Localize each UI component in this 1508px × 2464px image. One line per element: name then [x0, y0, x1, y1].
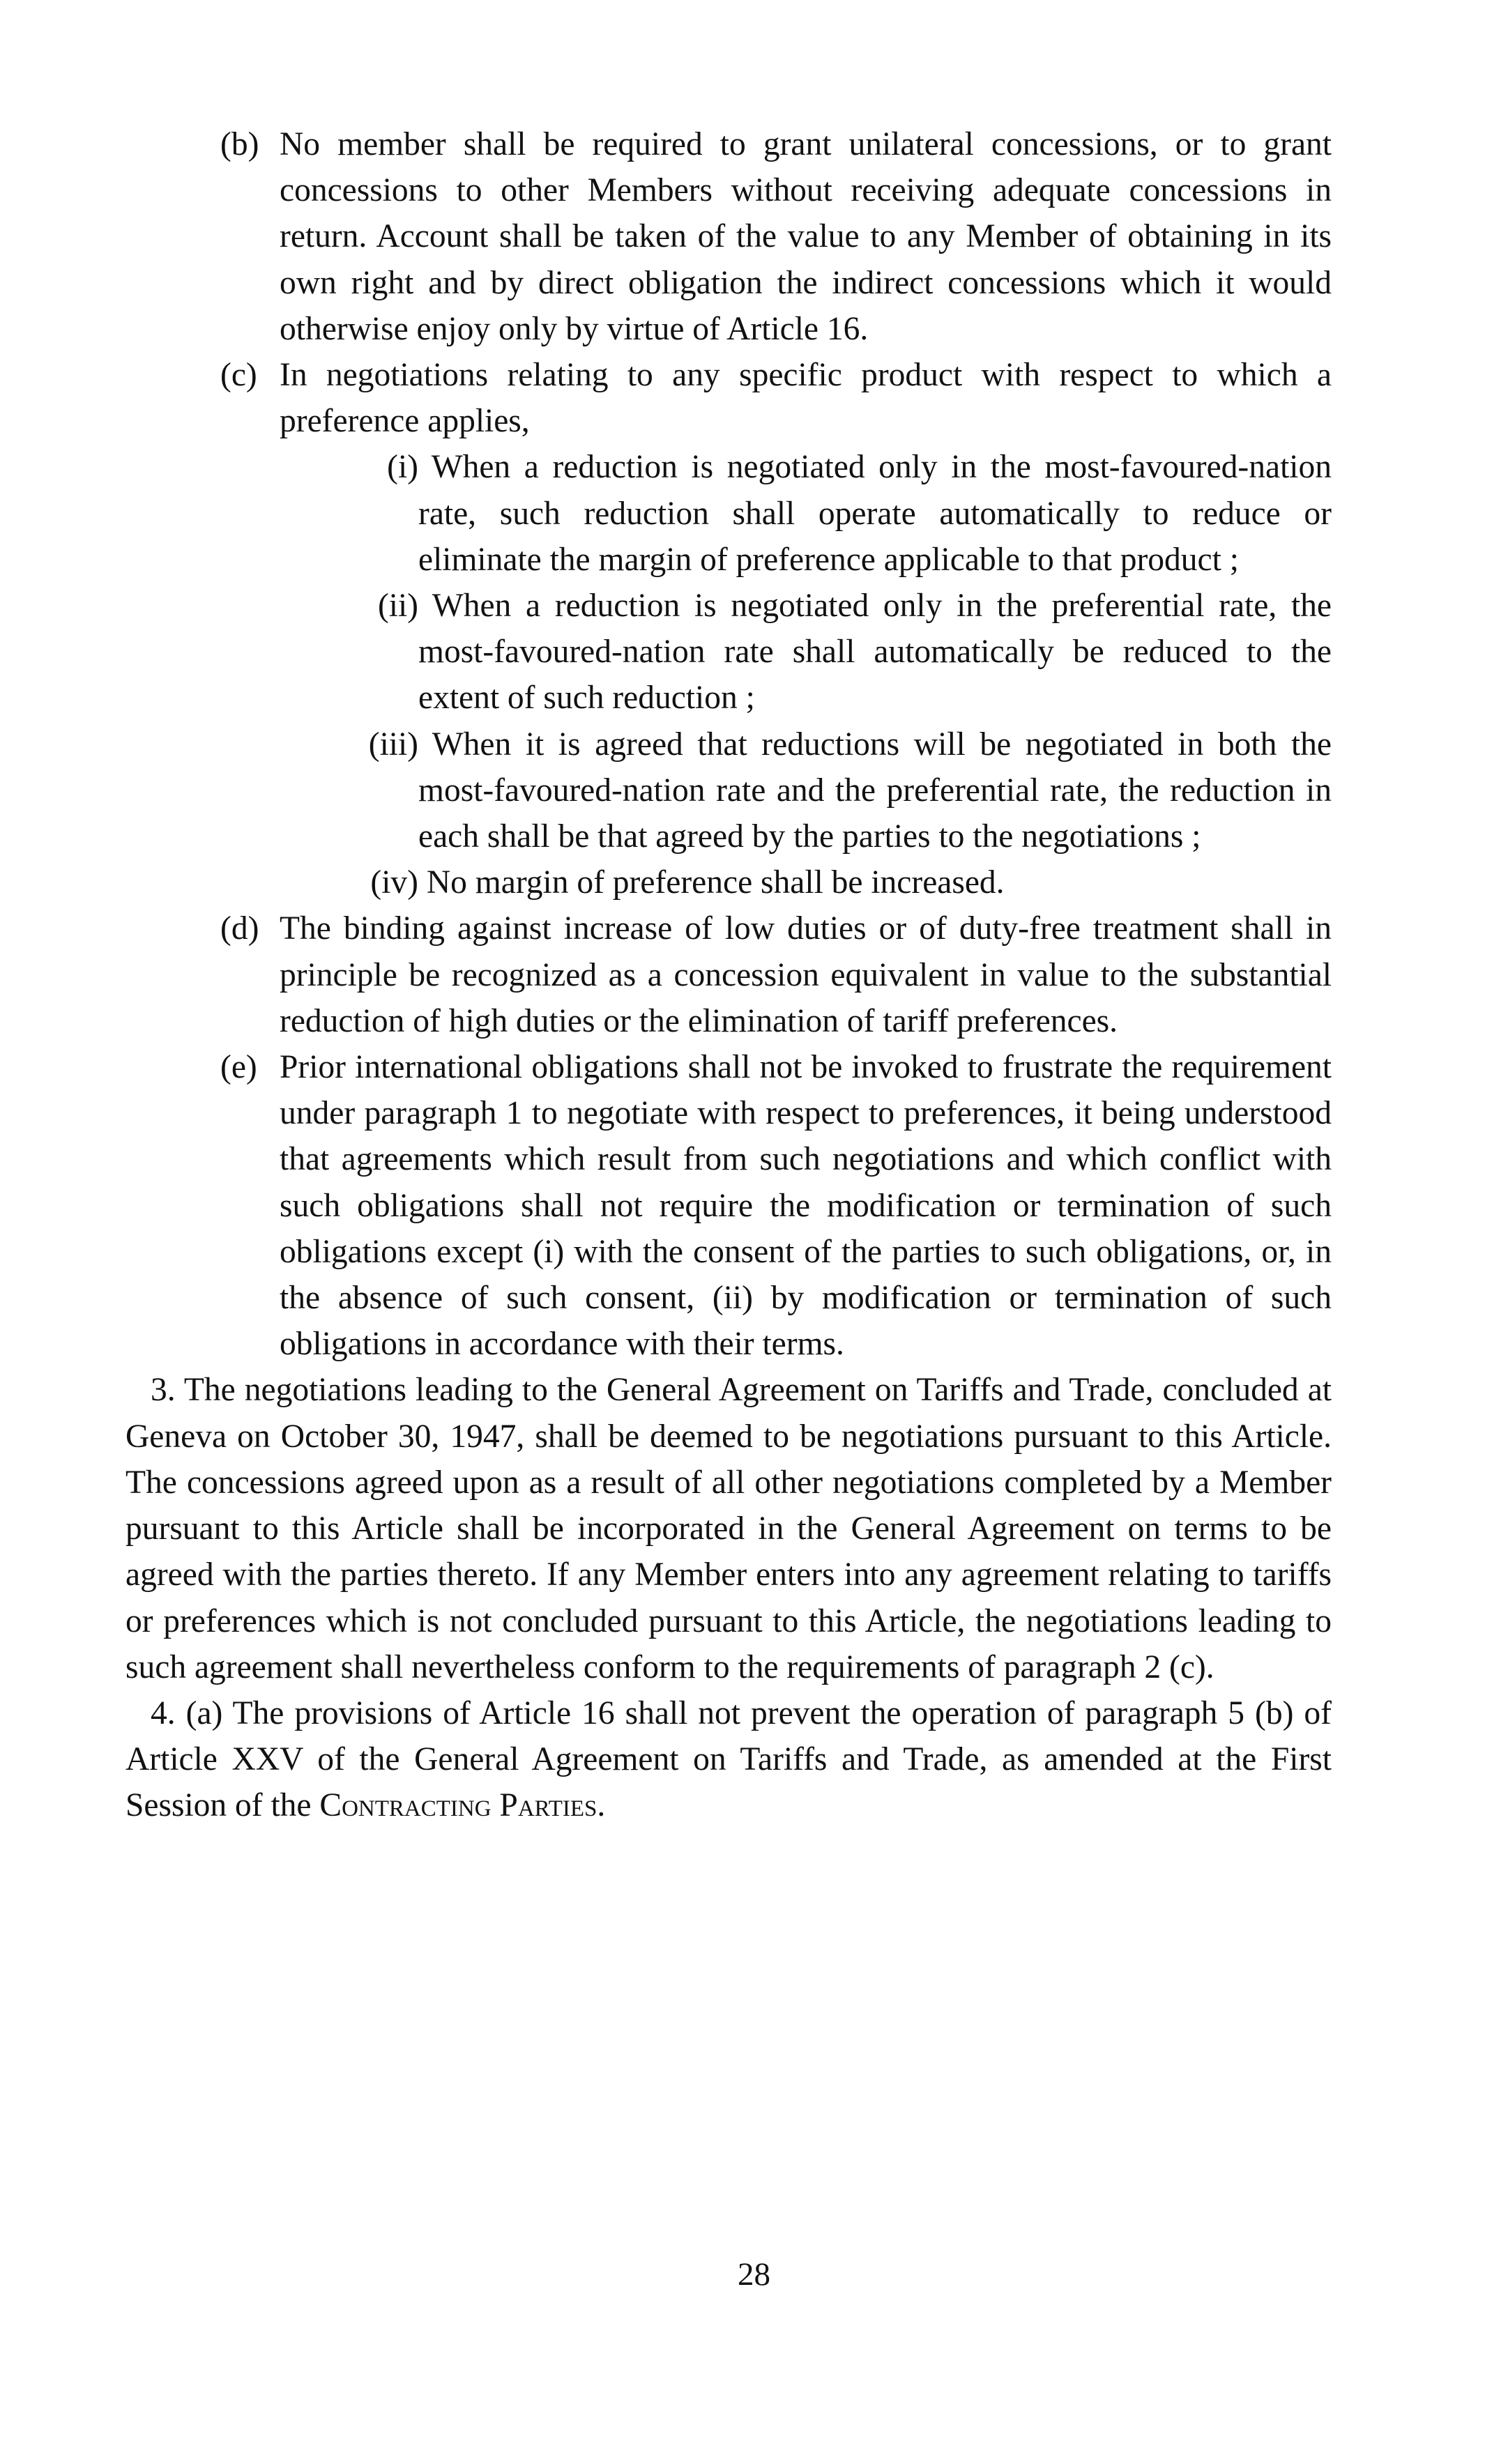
- paragraph-label: (c): [220, 357, 257, 394]
- subparagraph-label: (ii): [377, 588, 418, 625]
- subparagraph-i: [125, 444, 1332, 583]
- paragraph-label: (b): [220, 126, 259, 162]
- paragraph-4: [125, 1690, 1332, 1829]
- subparagraph-text: No margin of preference shall be increased.: [426, 864, 1005, 901]
- subparagraph-label: (iv): [370, 864, 418, 901]
- paragraph-c: [125, 352, 1332, 444]
- document-body: [125, 121, 1332, 1829]
- paragraph-e: [125, 1044, 1332, 1367]
- contracting-parties-term: Contracting Parties.: [319, 1787, 606, 1824]
- paragraph-label: (d): [220, 910, 259, 947]
- paragraph-text: Prior international obligations shall not be invoked to frustrate the requirement under paragraph 1 to negotiate with respect to preferences, it being understood that agreements which result from such negotiations and which conflict with such obligations shall not require the modification or termination of such obligations except (i) with the consent of the parties to such obligations, or, in the absence of such consent, (ii) by modification or termination of such obligations in accordance with their terms.: [280, 1049, 1332, 1363]
- paragraph-number: 4.: [151, 1694, 176, 1731]
- paragraph-number: 3.: [151, 1372, 176, 1409]
- subparagraph-label: (iii): [368, 726, 418, 763]
- paragraph-text: No member shall be required to grant unilateral concessions, or to grant concessions to other Members without receiving adequate concessions in return. Account shall be taken of the value to any Member of obtaining in its own right and by direct obligation the indirect concessions which it would otherwise enjoy only by virtue of Article 16.: [280, 126, 1332, 347]
- paragraph-d: [125, 905, 1332, 1044]
- subparagraph-iii: [125, 721, 1332, 860]
- subparagraph-text: When a reduction is negotiated only in the preferential rate, the most-favoured-nation rate shall automatically be reduced to the extent of such reduction ;: [418, 588, 1332, 717]
- subparagraph-ii: [125, 583, 1332, 721]
- paragraph-b: [125, 121, 1332, 352]
- paragraph-text: The binding against increase of low duties or of duty-free treatment shall in principle be recognized as a concession equivalent in value to the substantial reduction of high duties or the elimination of tariff preferences.: [280, 910, 1332, 1039]
- subparagraph-iv: [125, 859, 1332, 905]
- paragraph-sublabel: (a): [185, 1694, 223, 1731]
- paragraph-text: The negotiations leading to the General Agreement on Tariffs and Trade, concluded at Geneva on October 30, 1947, shall be deemed to be negotiations pursuant to this Article. The concessions agreed upon as a result of all other negotiations completed by a Member pursuant to this Article shall be incorporated in the General Agreement on terms to be agreed with the parties thereto. If any Member enters into any agreement relating to tariffs or preferences which is not concluded pursuant to this Article, the negotiations leading to such agreement shall nevertheless conform to the requirements of paragraph 2 (c).: [125, 1372, 1332, 1685]
- subparagraph-text: When a reduction is negotiated only in the most-favoured-nation rate, such reduction shall operate automatically to reduce or eliminate the margin of preference applicable to that product ;: [418, 449, 1332, 578]
- subparagraph-text: When it is agreed that reductions will be negotiated in both the most-favoured-nation rate and the preferential rate, the reduction in each shall be that agreed by the parties to the negotiations ;: [418, 726, 1332, 855]
- subparagraph-label: (i): [387, 449, 418, 486]
- paragraph-text: The provisions of Article 16 shall not prevent the operation of paragraph 5 (b) of Article XXV of the General Agreement on Tariffs and Trade, as amended at the First Session of the: [125, 1694, 1332, 1824]
- paragraph-text: In negotiations relating to any specific product with respect to which a preference applies,: [280, 357, 1332, 440]
- page-number: 28: [738, 2256, 770, 2293]
- paragraph-label: (e): [220, 1049, 257, 1086]
- paragraph-3: [125, 1367, 1332, 1690]
